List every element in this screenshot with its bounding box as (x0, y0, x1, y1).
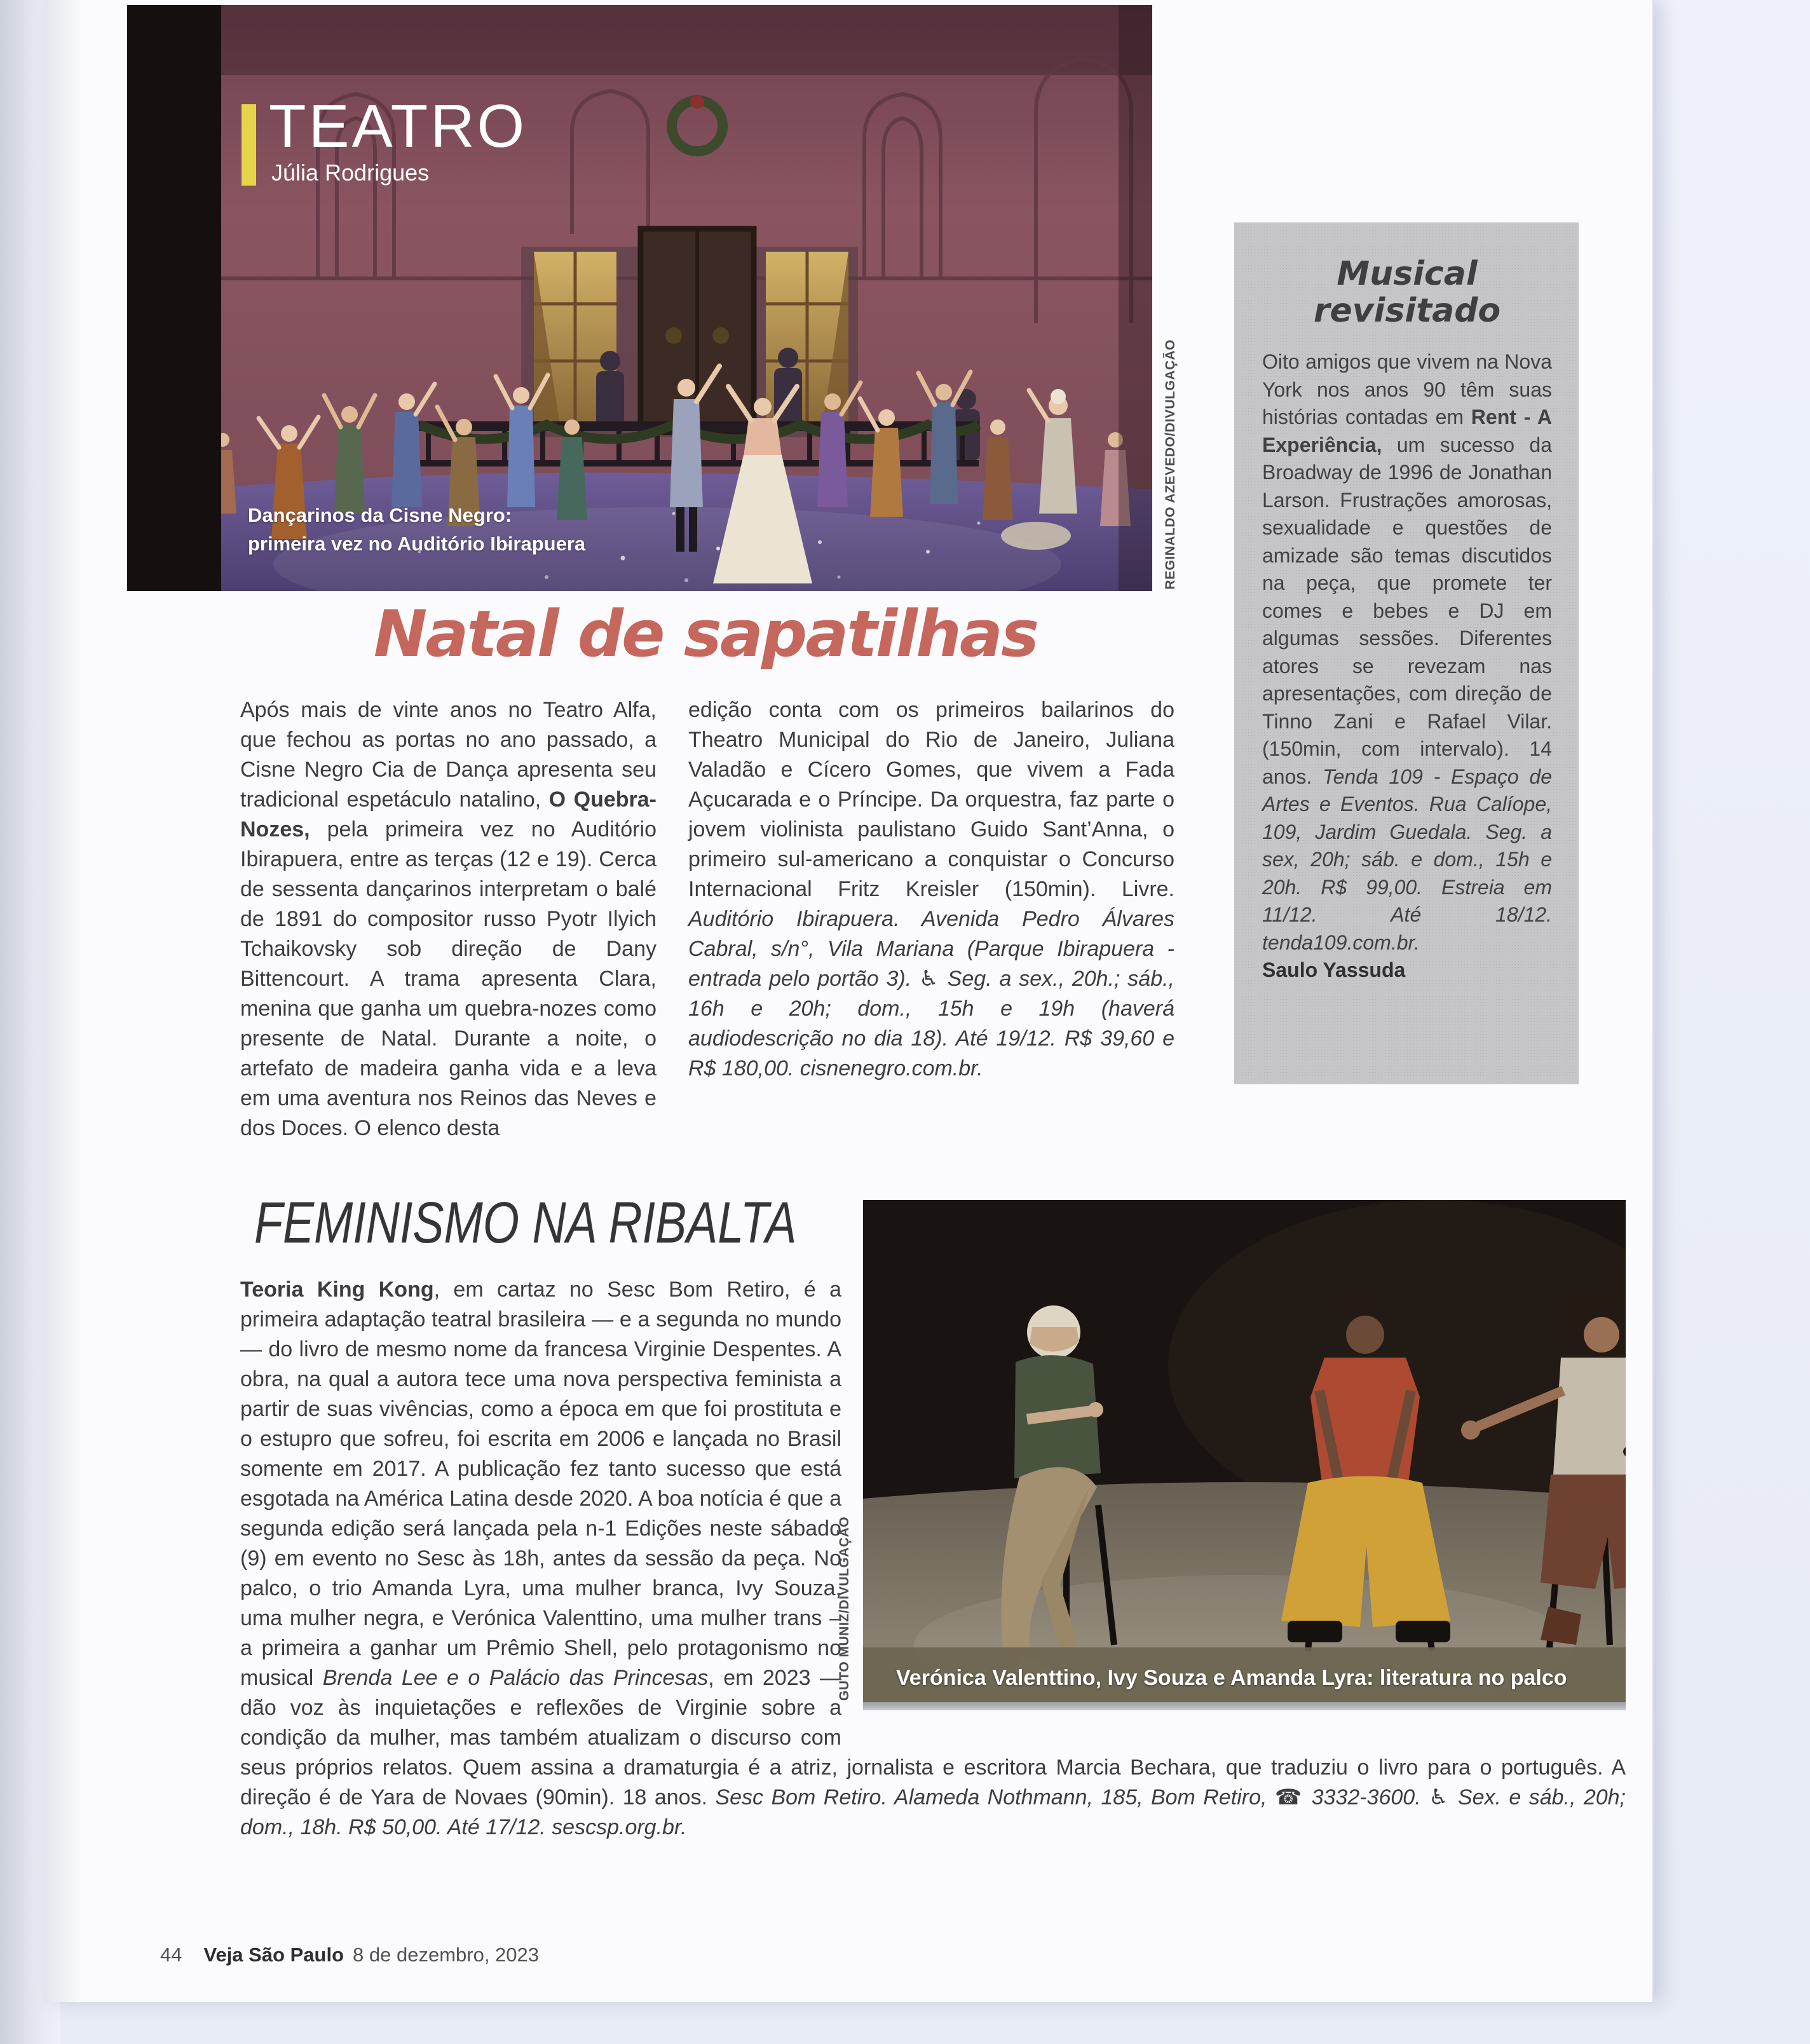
teoria-king-kong-photo (863, 1200, 1626, 1702)
page-number: 44 (160, 1944, 182, 1966)
sidebar-text: Oito amigos que vivem na Nova York nos anos 90 têm suas histórias contadas em (1262, 350, 1552, 428)
nutcracker-stage-photo (127, 5, 1152, 591)
magazine-page (44, 0, 1654, 2002)
top-photo-credit: REGINALDO AZEVEDO/DIVULGAÇÃO (1163, 339, 1178, 590)
service-info-italic: Tenda 109 - Espaço de Artes e Eventos. Rua Calíope, 109, Jardim Guedala. Seg. a sex, 20h; sáb. e dom., 15h e 20h. R$ 99,00. Estreia em 11/12. Até 18/12. tenda109.com.br. (1262, 765, 1553, 954)
section-kicker (242, 92, 527, 186)
show-name-bold: Rent - A Experiência, (1262, 405, 1552, 456)
main-article-text: Após mais de vinte anos no Teatro Alfa, que fechou as portas no ano passado, a Cisne Negro Cia de Dança apresenta seu tradicional espetáculo natalino, (240, 698, 657, 812)
section-marker-bar (242, 104, 256, 186)
photo-shadow-strip (863, 1702, 1626, 1710)
wheelchair-icon: ♿ (1429, 1785, 1450, 1810)
service-info-italic: Sesc Bom Retiro. Alameda Nothmann, 185, Bom Retiro, (715, 1785, 1275, 1809)
main-article-title: Natal de sapatilhas (373, 596, 1038, 671)
page-footer (160, 1944, 539, 1966)
phone-icon: ☎ (1274, 1785, 1304, 1810)
show-name-bold: Teoria King Kong (240, 1278, 434, 1302)
sidebar-author: Saulo Yassuda (1262, 958, 1406, 981)
top-photo-caption-line2: primeira vez no Auditório Ibirapuera (248, 533, 586, 555)
magazine-name: Veja São Paulo (203, 1944, 344, 1966)
section-byline: Júlia Rodrigues (271, 160, 430, 186)
service-info-italic: Auditório Ibirapuera. Avenida Pedro Álvares Cabral, s/n°, Vila Mariana (Parque Ibirapuera - entrada pelo portão 3). (688, 907, 1174, 991)
second-article-body (240, 1275, 1626, 1843)
bottom-photo-credit: GUTO MUNIZ/DIVULGAÇÃO (837, 1516, 852, 1701)
second-article-text: , em 2023 — dão voz às inquietações e reflexões de Virginie sobre a condição da mulher, mas também atualizam o discurso com seus próprios relatos. Quem assina a dramaturgia é a atriz, jornalista e escritora Marcia Bechara, que traduziu o livro para o português. A direção é de Yara de Novaes (90min). 18 anos. (240, 1666, 1626, 1809)
sidebar-title: Musical revisitado (1313, 255, 1501, 330)
sidebar-body (1262, 348, 1552, 957)
section-title: TEATRO (269, 92, 527, 160)
main-article-column-1 (240, 695, 657, 1143)
service-info-italic: 3332-3600. (1303, 1785, 1429, 1809)
bottom-photo-credit-column (834, 1200, 855, 1701)
service-info-italic: Seg. a sex., 20h.; sáb., 16h e 20h; dom., 15h e 19h (haverá audiodescrição no dia 18). Até 19/12. R$ 39,60 e R$ 180,00. cisnenegro.com.br. (688, 967, 1175, 1080)
sidebar-text: um sucesso da Broadway de 1996 de Jonathan Larson. Frustrações amorosas, sexualidade e questões de amizade são temas discutidos na peça, que promete ter comes e bebes e DJ em algumas sessões. Diferentes atores se revezam nas apresentações, com direção de Tinno Zani e Rafael Vilar. (150min, com intervalo). 14 anos. (1262, 433, 1552, 788)
bottom-photo-wrap (863, 1200, 1626, 1710)
second-article-title-wrap (254, 1190, 932, 1257)
second-article-title: FEMINISMO NA RIBALTA (254, 1190, 797, 1255)
show-name-bold: O Quebra-Nozes, (240, 787, 657, 841)
second-article-text: , em cartaz no Sesc Bom Retiro, é a primeira adaptação teatral brasileira — e a segunda no mundo — do livro de mesmo nome da francesa Virginie Despentes. A obra, na qual a autora tece uma nova perspectiva feminista a partir de suas vivências, como a época em que foi prostituta e o estupro que sofreu, foi escrita em 2006 e lançada no Brasil somente em 2017. A publicação fez tanto sucesso que está esgotada na América Latina desde 2020. A boa notícia é que a segunda edição será lançada pela n-1 Edições neste sábado (9) em evento no Sesc às 18h, antes da sessão da peça. No palco, o trio Amanda Lyra, uma mulher branca, Ivy Souza, uma mulher negra, e Verónica Valenttino, uma mulher trans – a primeira a ganhar um Prêmio Shell, pelo protagonismo no musical (240, 1278, 841, 1690)
top-photo-caption-line1: Dançarinos da Cisne Negro: (248, 504, 512, 526)
musical-title-italic: Brenda Lee e o Palácio das Princesas (322, 1666, 709, 1690)
main-article-text: pela primeira vez no Auditório Ibirapuera, entre as terças (12 e 19). Cerca de sessenta dançarinos interpretam o balé de 1891 do compositor russo Pyotr Ilyich Tchaikovsky sob direção de Dany Bittencourt. A trama apresenta Clara, menina que ganha um quebra-nozes como presente de Natal. Durante a noite, o artefato de madeira ganha vida e a leva em uma aventura nos Reinos das Neves e dos Doces. O elenco desta (240, 817, 657, 1140)
top-photo-credit-column (1160, 0, 1181, 590)
stage-trio-illustration (863, 1200, 1626, 1702)
main-article-text: edição conta com os primeiros bailarinos do Theatro Municipal do Rio de Janeiro, Juliana Valadão e Cícero Gomes, que vivem a Fada Açucarada e o Príncipe. Da orquestra, faz parte o jovem violinista paulistano Guido Sant’Anna, o primeiro sul-americano a conquistar o Concurso Internacional Fritz Kreisler (150min). Livre. (688, 698, 1174, 901)
service-info-italic: Sex. e sáb., 20h; dom., 18h. R$ 50,00. Até 17/12. sescsp.org.br. (240, 1785, 1626, 1839)
sidebar-box (1234, 222, 1579, 1084)
issue-date: 8 de dezembro, 2023 (353, 1944, 540, 1966)
wheelchair-icon: ♿ (919, 966, 940, 991)
top-photo-caption (248, 501, 585, 558)
bottom-photo-caption: Verónica Valenttino, Ivy Souza e Amanda Lyra: literatura no palco (896, 1666, 1567, 1690)
main-article-column-2 (688, 695, 1174, 1084)
